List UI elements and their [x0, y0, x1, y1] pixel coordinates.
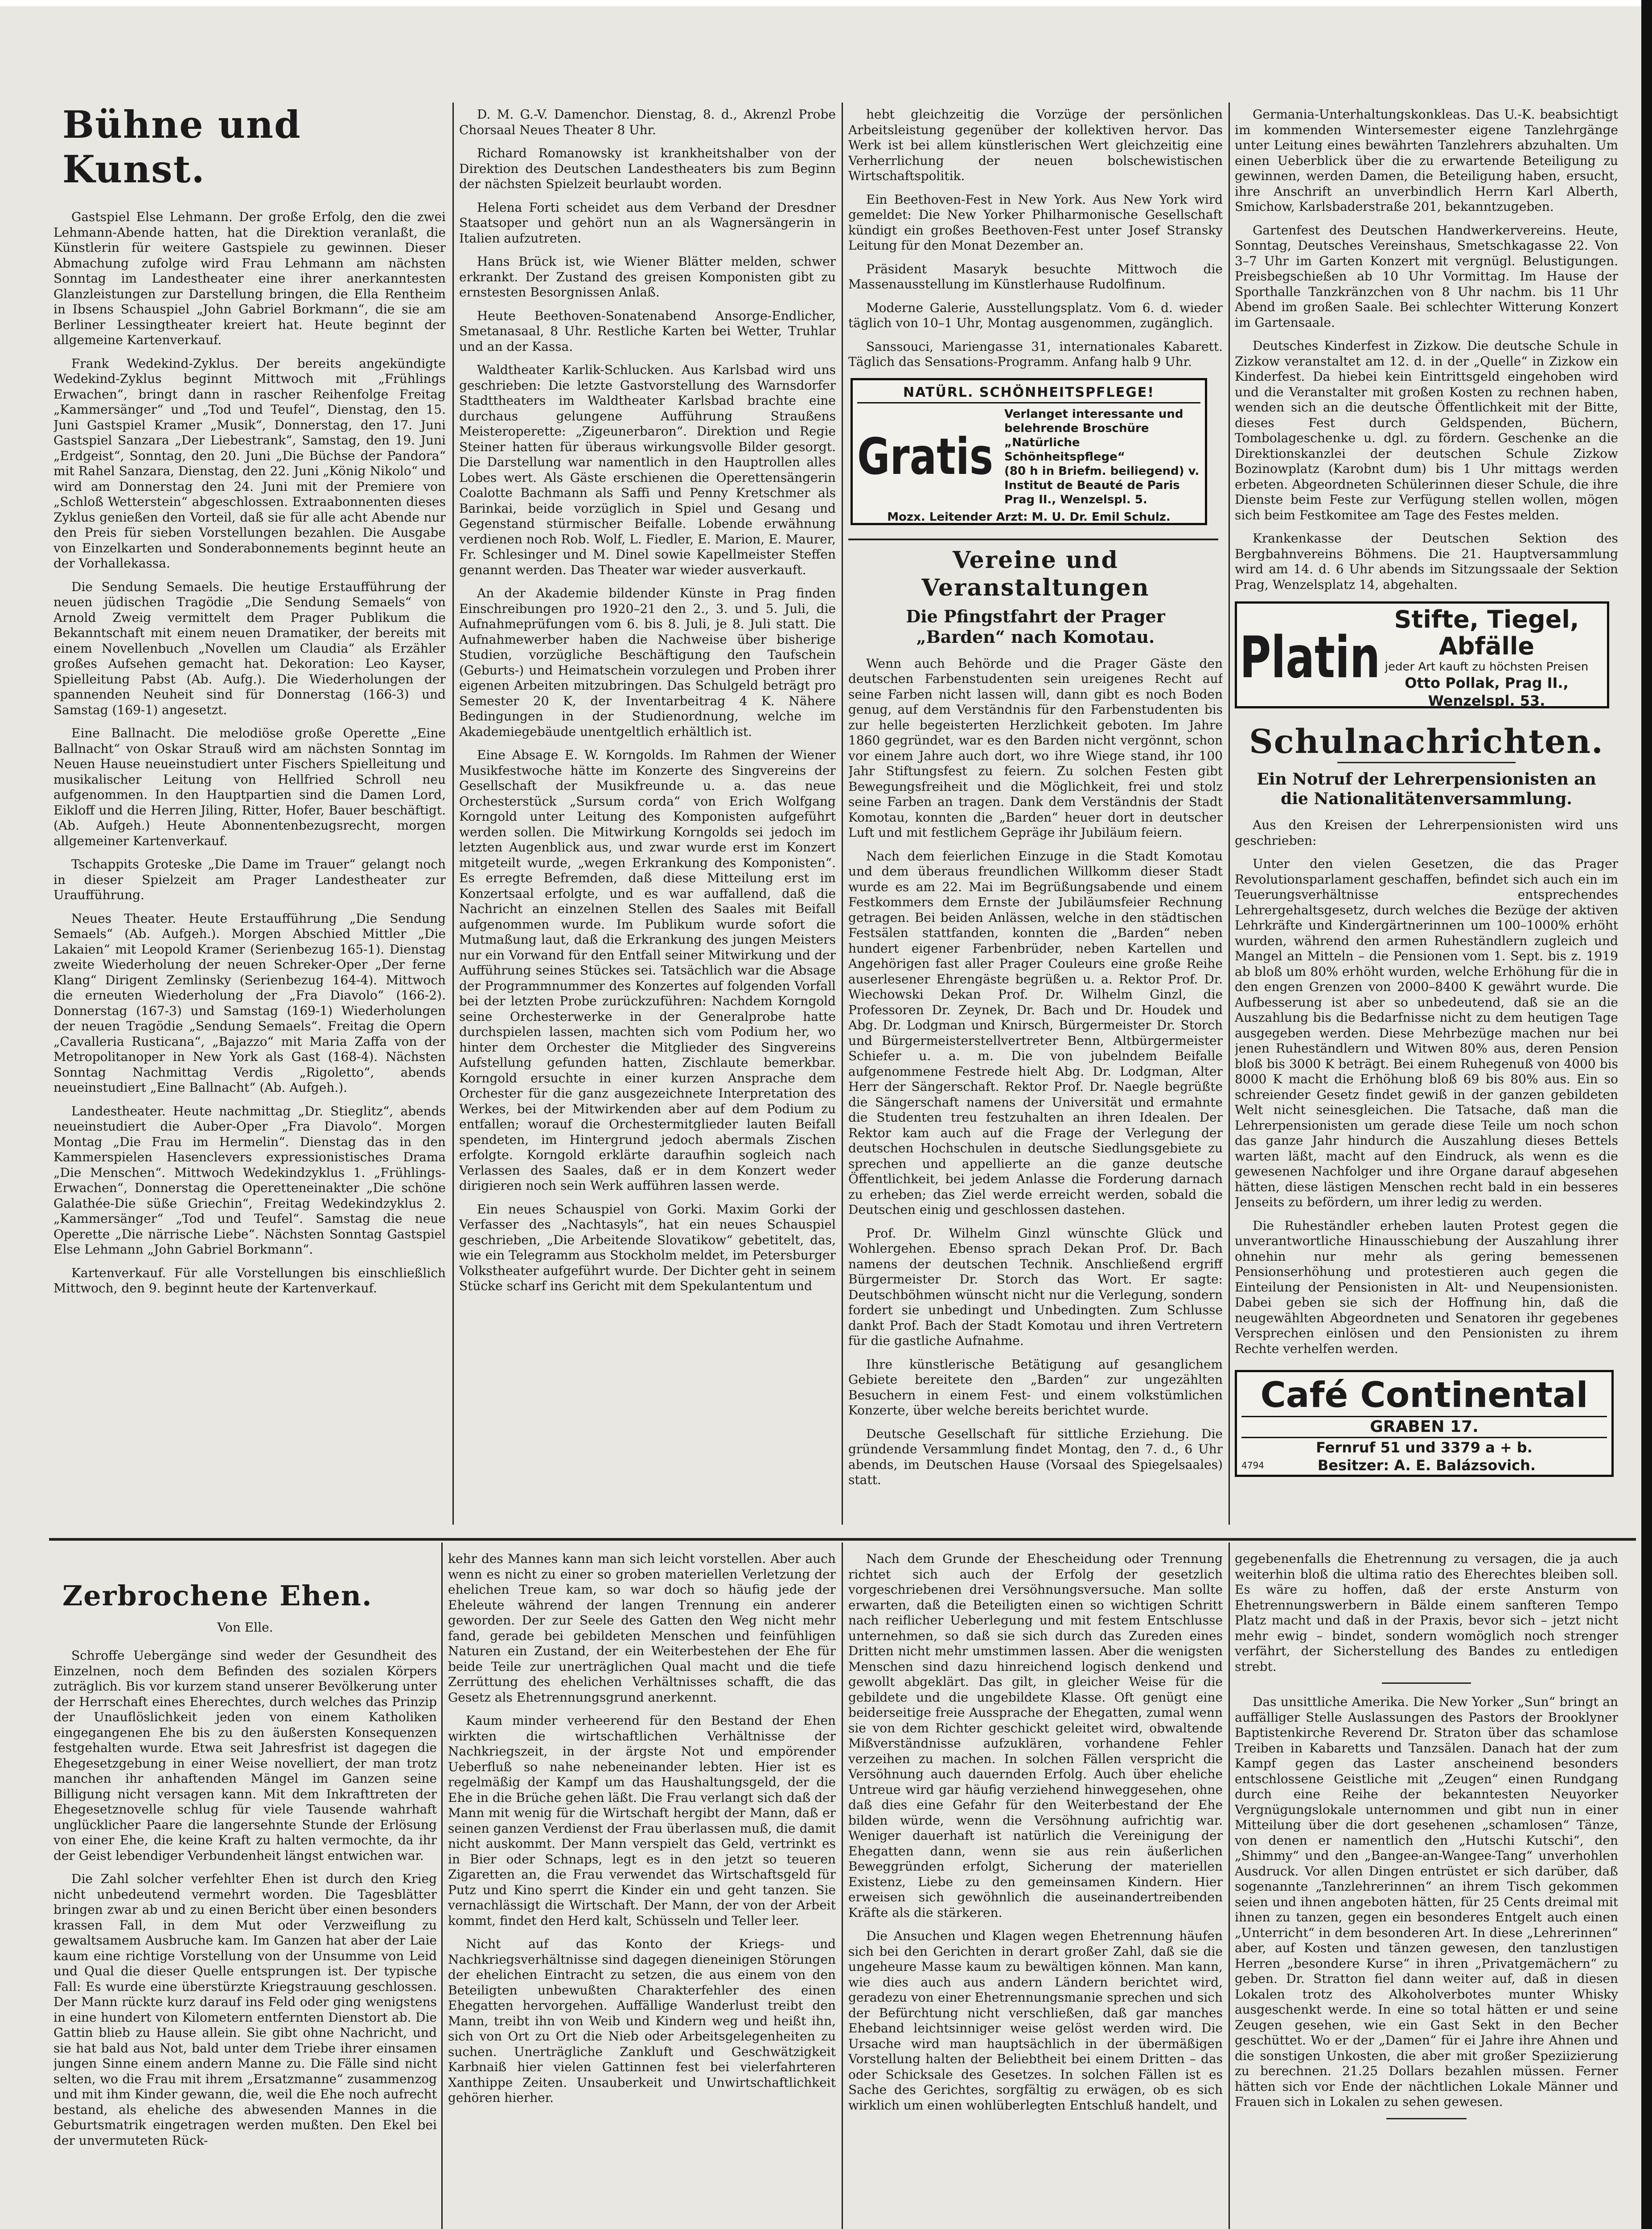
column-divider	[1229, 103, 1230, 1525]
article-paragraph: An der Akademie bildender Künste in Prag finden Einschreibungen pro 1920–21 den 2., 3. und 5. Juli, die Aufnahmeprüfungen vom 6. bis 8. Juli, je 8. Juli statt. Die Aufnahmewerber haben die Nachweise über bisherige Studien, vorzügliche Beschäftigung den Taufschein (Geburts-) und Heimatschein vorzulegen und Proben ihrer eigenen Arbeiten mitzubringen. Das Schulgeld beträgt pro Semester 20 K, der Inventarbeitrag 4 K. Nähere Bedingungen in der Studienordnung, welche im Akademiegebäude unentgeltlich erhältlich ist.	[459, 586, 836, 739]
article-paragraph: Aus den Kreisen der Lehrerpensionisten wird uns geschrieben:	[1235, 818, 1618, 848]
feuilleton-col-2	[448, 1551, 836, 2229]
article-paragraph: Wenn auch Behörde und die Prager Gäste den deutschen Farbenstudenten sein ureigenes Recht auf seine Farben nicht lassen will, dann gibt es noch Boden genug, auf dem Verständnis für den Farbenstudenten bis zur helle begeisterten Herzlichkeit geboten. Im Jahre 1860 gegründet, war es den Barden nicht vergönnt, schon vor einem Jahre auch dort, wo ihre Wiege stand, ihr 100 Jahr Stiftungsfest zu feiern. Zu solchen Festen gibt Bewegungsfreiheit und die Möglichkeit, frei und stolz seine Farben an tragen. Dank dem Verständnis der Stadt Komotau, konnten die „Barden“ heuer dort in deutscher Luft und mit festlichem Gepräge ihr Jubiläum feiern.	[848, 656, 1223, 840]
article-paragraph: D. M. G.-V. Damenchor. Dienstag, 8. d., Akrenzl Probe Chorsaal Neues Theater 8 Uhr.	[459, 107, 836, 137]
article-paragraph: Kartenverkauf. Für alle Vorstellungen bis einschließlich Mittwoch, den 9. beginnt heute der Kartenverkauf.	[53, 1265, 446, 1295]
section-divider	[848, 539, 1218, 540]
article-paragraph: Neues Theater. Heute Erstaufführung „Die Sendung Semaels“ (Ab. Aufgeh.). Morgen Abschied Mittler „Die Lakaien“ mit Leopold Kramer (Serienbezug 165-1). Dienstag zweite Wiederholung der neuen Schreker-Oper „Der ferne Klang“ Dirigent Zemlinsky (Serienbezug 164-4). Mittwoch die erneuten Wiederholung der „Fra Diavolo“ (166-2). Donnerstag (167-3) und Samstag (169-1) Wiederholungen der neuen Tragödie „Sendung Semaels“. Freitag die Opern „Cavalleria Rusticana“, „Bajazzo“ mit Maria Zaffa von der Metropolitanoper in New York als Gast (168-4). Nächsten Sonntag Nachmittag Verdis „Rigoletto“, abends neueinstudiert „Eine Ballnacht“ (Ab. Aufgeh.).	[53, 911, 446, 1095]
article-paragraph: Waldtheater Karlik-Schlucken. Aus Karlsbad wird uns geschrieben: Die letzte Gastvorstellung des Warnsdorfer Stadttheaters im Waldtheater Karlsbad brachte eine durchaus gelungene Aufführung Straußens Meisteroperette: „Zigeunerbaron“. Direktion und Regie Steiner hatten für überaus wirkungsvolle Bilder gesorgt. Die Darstellung war namentlich in den Hauptrollen alles Lobes wert. Als Gäste erschienen die Operettensängerin Coalotte Bachmann als Saffi und Penny Kretschmer als Barinkai, beide vorzüglich in Spiel und Gesang und Gegenstand stürmischer Beifalle. Lobende erwähnung verdienen noch Rob. Wolf, L. Fiedler, E. Marion, E. Maurer, Fr. Schlesinger und M. Dinel sowie Kapellmeister Steffen genannt werden. Das Theater war wieder ausverkauft.	[459, 362, 836, 577]
ad-gratis-schoenheitspflege	[851, 378, 1207, 525]
column-divider	[441, 1542, 443, 2229]
ad-cafe-phone: Fernruf 51 und 3379 a + b.	[1316, 1439, 1533, 1456]
article-paragraph: Die Ruheständler erheben lauten Protest gegen die unverantwortliche Hinausschiebung der Auszahlung ihrer ohnehin nur mehr als gering bemessenen Pensionserhöhung und protestieren auch gegen die Einteilung der Pensionisten in Alt- und Neupensionisten. Dabei geben sie sich der Hoffnung hin, daß die neugewählten Abgeordneten und Senatoren ihr gegebenes Versprechen einlösen und den Pensionisten zu ihrem Rechte verhelfen werden.	[1235, 1218, 1618, 1356]
ad-line: (80 h in Briefm. beiliegend) v.	[1004, 464, 1200, 478]
article-paragraph: Schroffe Uebergänge sind weder der Gesundheit des Einzelnen, noch dem Befinden des sozialen Körpers zuträglich. Bis vor kurzem stand unserer Bevölkerung unter der Herrschaft eines Eherechtes, durch welches das Prinzip der Unauflöslichkeit jeden von einem Katholiken eingegangenen Ehe bis zu den äußersten Konsequenzen festgehalten wurde. Etwa seit Jahresfrist ist dagegen die Ehegesetzgebung in einer Weise novelliert, der man trotz manchen ihr anhaftenden Mängel im Ganzen seine Billigung nicht versagen kann. Mit dem Inkrafttreten der Ehegesetznovelle schlug für viele Tausende wahrhaft unglücklicher Paare die langersehnte Stunde der Erlösung von einer Ehe, die keine Kraft zu halten vermochte, da ihr der Geist lebendiger Verbundenheit längst entwichen war.	[53, 1648, 437, 1863]
article-paragraph: Richard Romanowsky ist krankheitshalber von der Direktion des Deutschen Landestheaters bis zum Beginn der nächsten Spielzeit beurlaubt worden.	[459, 146, 836, 191]
ad-line: Stifte, Tiegel,	[1394, 605, 1579, 633]
article-headline: Die Pfingstfahrt der Prager „Barden“ nach Komotau.	[906, 606, 1165, 647]
article-paragraph: Moderne Galerie, Ausstellungsplatz. Vom 6. d. wieder täglich von 10–1 Uhr, Montag ausgenommen, zugänglich.	[848, 300, 1223, 330]
article-paragraph: Deutsches Kinderfest in Zizkow. Die deutsche Schule in Zizkow veranstaltet am 12. d. in der „Quelle“ in Zizkow ein Kinderfest. Da hiebei kein Eintrittsgeld eingehoben wird und die Veranstalter mit großen Kosten zu rechnen haben, wenden sich an die deutsche Öffentlichkeit mit der Bitte, dieses Fest durch Geldspenden, Büchern, Tombolageschenke u. dgl. zu fördern. Geschenke an die Direktionskanzlei der deutschen Schule Zizkow Bozinowplatz (Karobnt dum) bis 1 Uhr mittags werden erbeten. Abgeordneten Schülerinnen dieser Schule, die ihre Dienste beim Feste zur Verfügung stellen wollen, mögen sich beim Festkomitee am Tage des Festes melden.	[1235, 338, 1618, 522]
article-paragraph: Nach dem Grunde der Ehescheidung oder Trennung richtet sich auch der Erfolg der gesetzlich vorgeschriebenen drei Versöhnungsversuche. Man sollte erwarten, daß die Beteiligten einen so wichtigen Schritt nach reiflicher Ueberlegung und mit festem Entschlusse unternehmen, so daß sie sich durch das Zureden eines Dritten nicht mehr umstimmen lassen. Aber die wenigsten Menschen sind dazu hinreichend logisch denkend und gewollt abgeklärt. Das gilt, in gleicher Weise für die gebildete und die ungebildete Klasse. Oft genügt eine beiderseitige freie Aussprache der Ehegatten, zumal wenn sie von dem Richter geschickt geleitet wird, obwaltende Mißverständnisse aufzuklären, vorhandene Fehler verzeihen zu machen. In solchen Fällen verspricht die Versöhnung auch dauernden Erfolg. Auch über eheliche Untreue wird gar häufig verziehend hinweggesehen, ohne daß dies eine Gefahr für den Weiterbestand der Ehe bilden würde, wenn die Versöhnung aufrichtig war. Weniger dauerhaft ist natürlich die Vereinigung der Ehegatten dann, wenn sie aus rein äußerlichen Beweggründen erfolgt, Sicherung der materiellen Existenz, Liebe zu den gemeinsamen Kindern. Hier erweisen sich gewöhnlich die auseinandertreibenden Kräfte als die stärkeren.	[848, 1551, 1223, 1920]
scan-right-edge	[1641, 0, 1652, 2229]
ad-platin	[1235, 601, 1609, 708]
article-headline: Ein Notruf der Lehrerpensionisten an die Nationalitätenversammlung.	[1257, 770, 1596, 808]
ad-line: Abfälle	[1438, 632, 1535, 660]
article-paragraph: Die Ansuchen und Klagen wegen Ehetrennung häufen sich bei den Gerichten in derart großer Zahl, daß sie die ungeheure Masse kaum zu bewältigen können. Man kann, wie dies auch aus andern Ländern berichtet wird, geradezu von einer Ehetrennungsmanie sprechen und sich der Befürchtung nicht verschließen, daß gar manches Eheband leichtsinniger weise gelöst werden wird. Die Ursache wird man hauptsächlich in der übermäßigen Vorstellung halten der Beliebtheit bei einem Dritten – das oder Schicksale des Gesetzes. In solchen Fällen ist es Sache des Gerichtes, sorgfältig zu erwägen, ob es sich wirklich um einen wohlüberlegten Entschluß handelt, und	[848, 1929, 1223, 2113]
article-paragraph: Unter den vielen Gesetzen, die das Prager Revolutionsparlament geschaffen, befindet sich auch ein im Teuerungsverhältnisse entsprechendes Lehrergehaltsgesetz, durch welches die Bezüge der aktiven Lehrkräfte und Kindergärtnerinnen um 100–1000% erhöht wurden, während den armen Ruheständlern zugleich und Mangel an Mitteln – die Pensionen vom 1. Sept. bis z. 1919 ab bloß um 80% erhöht wurden, welche Erhöhung für die in den engen Grenzen von 2000–8400 K gewährt wurde. Die Aufbesserung ist aber so unbedeutend, daß sie an die Auszahlung bis die Bedarfnisse nicht zu dem heutigen Tage ausgegeben werden. Diese Mehrbezüge machen nur bei jenen Ruheständlern und Witwen 80% aus, deren Pension bloß bis 3000 K beträgt. Bei einem Ruhegenuß von 4000 bis 8000 K macht die Erhöhung bloß 69 bis 80% aus. Ein so schreiender Gesetz findet gewiß in der ganzen gebildeten Welt nicht seinesgleichen. Die Tatsache, daß man die Lehrerpensionisten um gerade diese Teile um noch schon das ganze Jahr hindurch die Auszahlung dieses Bettels warten läßt, macht auf den Eindruck, als wenn es die gewesenen Nachfolger und ihre Organe darauf abgesehen hätten, diese lästigen Menschen recht bald in ein besseres Jenseits zu befördern, um ihrer ledig zu werden.	[1235, 856, 1618, 1209]
article-paragraph: Die Sendung Semaels. Die heutige Erstaufführung der neuen jüdischen Tragödie „Die Sendung Semaels“ von Arnold Zweig vermittelt dem Prager Publikum die Bekanntschaft mit einem neuen Dramatiker, der bereits mit einem Novellenbuch „Novellen um Claudia“ als Erzähler großes Aufsehen gemacht hat. Dekoration: Leo Kayser, Spielleitung Pabst (Ab. Aufg.). Die Wiederholungen der spannenden Neuheit sind für Donnerstag (166-3) und Samstag (169-1) angesetzt.	[53, 579, 446, 717]
feuilleton-title: Zerbrochene Ehen.	[62, 1579, 373, 1612]
article-paragraph: Heute Beethoven-Sonatenabend Ansorge-Endlicher, Smetanasaal, 8 Uhr. Restliche Karten bei Wetter, Truhlar und an der Kassa.	[459, 308, 836, 354]
section-title-buehne: Bühne und Kunst.	[62, 103, 301, 191]
section-separator	[49, 1538, 1636, 1541]
article-paragraph: Frank Wedekind-Zyklus. Der bereits angekündigte Wedekind-Zyklus beginnt Mittwoch mit „Frühlings Erwachen“, bringt dann in rascher Reihenfolge Freitag „Kammersänger“ und „Tod und Teufel“, Dienstag, den 15. Juni Gastspiel Kramer „Musik“, Donnerstag, den 17. Juni Gastspiel Sanzara „Der Liebestrank“, Samstag, den 19. Juni „Erdgeist“, Sonntag, den 20. Juni „Die Büchse der Pandora“ mit Rahel Sanzara, Dienstag, den 22. Juni „König Nikolo“ und wird am Donnerstag den 24. Juni mit der Premiere von „Schloß Wetterstein“ abgeschlossen. Extraabonnenten dieses Zyklus genießen den Vorteil, daß sie für alle acht Abende nur den Preis für sieben Vorstellungen bezahlen. Die Ausgabe von Einzelkarten und Sonderabonnements beginnt heute an der Vorhallekassa.	[53, 356, 446, 571]
article-paragraph: Krankenkasse der Deutschen Sektion des Bergbahnvereins Böhmens. Die 21. Hauptversammlung wird am 14. d. 6 Uhr abends im Sitzungssaale der Sektion Prag, Wenzelsplatz 14, abgehalten.	[1235, 531, 1618, 592]
article-paragraph: Das unsittliche Amerika. Die New Yorker „Sun“ bringt an auffälliger Stelle Auslassungen des Pastors der Brooklyner Baptistenkirche Reverend Dr. Straton über das schamlose Treiben in Kabaretts und Tanzsälen. Danach hat der zum Kampf gegen das Laster anscheinend besonders entschlossene Geistliche mit „Zeugen“ einen Rundgang durch eine Reihe der bekanntesten Neuyorker Vergnügungslokale unternommen und gibt nun in einer Mitteilung über die dort gesehenen „schamlosen“ Tänze, von denen er namentlich den „Hutschi Kutschi“, den „Shimmy“ und den „Bangee-an-Wangee-Tang“ unverhohlen Ausdruck. Vor allen Dingen entrüstet er sich darüber, daß sogenannte „Tanzlehrerinnen“ an ihrem Tisch gekommen seien und ihnen angeboten hätten, für 25 Cents dreimal mit ihnen zu tanzen, gegen ein besonderes Entgelt auch einen „Unterricht“ in dem besonderen Art. In diese „Lehrerinnen“ aber, auf Kosten und tänzen gewesen, den tanzlustigen Herren „besondere Kurse“ in ihren „Privatgemächern“ zu geben. Dr. Stratton fiel dann weiter auf, daß in diesen Lokalen trotz des Alkoholverbotes munter Whisky ausgeschenkt werde. In eine so total hätten er und seine Zeugen gesehen, wie ein Gast Sekt in den Becher geschüttet. Wo er der „Damen“ für ei Jahre ihre Ahnen und die sonstigen Unkosten, die aber mit großer Speziizierung zu berechnen. 21.25 Dollars bezahlen müssen. Ferner hätten sich vor Ende der nächtlichen Lokale Männer und Frauen sich in Lokalen zu sehen gewesen.	[1235, 1694, 1618, 2109]
ad-cafe-owner: Besitzer: A. E. Balázsovich.	[1317, 1457, 1536, 1474]
buehne-articles	[53, 210, 446, 1296]
article-paragraph: Landestheater. Heute nachmittag „Dr. Stieglitz“, abends neueinstudiert die Auber-Oper „Fra Diavolo“. Morgen Montag „Die Frau im Hermelin“. Dienstag das in den Kammerspielen Hasenclevers expressionistisches Drama „Die Menschen“. Mittwoch Wedekindzyklus 1. „Frühlings-Erwachen“, Donnerstag die Operetteneinakter „Die schöne Galathée-Die süße Griechin“, Freitag Wedekindzyklus 2. „Kammersänger“ „Tod und Teufel“. Samstag die neue Operette „Die närrische Liebe“. Nächsten Sonntag Gastspiel Else Lehmann „John Gabriel Borkmann“.	[53, 1103, 446, 1257]
ad-line: Institut de Beauté de Paris Prag II., Wenzelspl. 5.	[1004, 478, 1180, 506]
ad-platin-word: Platin	[1240, 625, 1381, 691]
feuilleton-col-3	[848, 1551, 1223, 2229]
column-divider	[842, 103, 843, 1525]
scan-top-edge	[0, 0, 1652, 6]
article-divider	[1382, 1682, 1471, 1684]
section-title-vereine: Vereine und Veranstaltungen	[921, 546, 1150, 601]
article-paragraph: Kaum minder verheerend für den Bestand der Ehen wirkten die wirtschaftlichen Verhältnisse der Nachkriegszeit, in der ärgste Not und empörender Ueberfluß so nahe nebeneinander lebten. Hier ist es regelmäßig der Kampf um das Haushaltungsgeld, der die Ehe in die Brüche gehen läßt. Die Frau verlangt sich daß der Mann mit wenig für die Wirtschaft hergibt der Mann, daß er seinen ganzen Verdienst der Frau überlassen muß, die damit nicht auskommt. Der Mann verspielt das Geld, vertrinkt es in Bier oder Schnaps, legt es in den jetzt so teueren Zigaretten an, die Frau verwendet das Wirtschaftsgeld für Putz und Kino sperrt die Kinder ein und geht tanzen. Sie vernachlässigt die Wirtschaft. Der Mann, der von der Arbeit kommt, findet den Herd kalt, Schüsseln und Teller leer.	[448, 1713, 836, 1928]
ad-footer: Mozx. Leitender Arzt: M. U. Dr. Emil Schulz.	[887, 510, 1171, 524]
article-paragraph: Eine Absage E. W. Korngolds. Im Rahmen der Wiener Musikfestwoche hätte im Konzerte des Singvereins der Gesellschaft der Musikfreunde u. a. das neue Orchesterstück „Sursum corda“ von Erich Wolfgang Korngold unter Leitung des Komponisten aufgeführt werden sollen. Die Mitwirkung Korngolds sei jedoch im letzten Augenblick aus, und zwar wurde erst im Konzert mitgeteilt wurde, „wegen Erkrankung des Komponisten“. Es erregte Befremden, daß diese Mitteilung erst im Konzertsaal erfolgte, und es war auffallend, daß die Nachricht an einzelnen Stellen des Saales mit Beifall aufgenommen wurde. Im Publikum wurde sofort die Mutmaßung laut, daß die Erkrankung des jungen Meisters nur ein Vorwand für den Entfall seiner Mitwirkung und der Aufführung seines Stückes sei. Tatsächlich war die Absage der Programmnummer des Konzertes auf folgenden Vorfall bei der letzten Probe zurückzuführen: Nachdem Korngold seine Orchesterwerke in der Generalprobe hatte durchspielen lassen, machten sich vom Podium her, wo hinter dem Orchester die Mitglieder des Singvereins Aufstellung gefunden hatten, Zischlaute bemerkbar. Korngold ersuchte in einer kurzen Ansprache dem Orchester für die ganz ausgezeichnete Interpretation des Werkes, bei der Mitwirkenden aber auf dem Podium zu entfallen; worauf die Orchestermitglieder lauten Beifall spendeten, im Hintergrund jedoch abermals Zischen erfolgte. Korngold erklärte daraufhin sogleich nach Verlassen des Saales, daß er in dem Konzert weder dirigieren noch sein Werk aufführen lassen werde.	[459, 748, 836, 1193]
article-paragraph: Präsident Masaryk besuchte Mittwoch die Massenausstellung im Künstlerhause Rudolfinum.	[848, 261, 1223, 292]
article-paragraph: Nicht auf das Konto der Kriegs- und Nachkriegsverhältnisse sind dagegen dieneinigen Störungen der ehelichen Eintracht zu setzen, die aus einem von den Beteiligten unbewußten Charakterfehler des einen Ehegatten hervorgehen. Auffällige Wanderlust treibt den Mann, treibt ihn von Weib und Kindern weg und heißt ihn, sich von Ort zu Ort die Nieb oder Arbeitsgelegenheiten zu suchen. Unerträgliche Zankluft und Geschwätzigkeit Karbnaiß hier vielen Gattinnen fest bei vielerfahrteren Xanthippe Zeiten. Unsauberkeit und Unwirtschaftlichkeit gehören hierher.	[448, 1937, 836, 2105]
article-paragraph: Gartenfest des Deutschen Handwerkervereins. Heute, Sonntag, Deutsches Vereinshaus, Smetschkagasse 22. Von 3–7 Uhr im Garten Konzert mit vergnügl. Belustigungen. Preisbegschießen ab 10 Uhr Vormittag. Im Hause der Sporthalle Tanzkränzchen von 8 Uhr nachm. bis 11 Uhr Abend im großen Saale. Bei schlechter Witterung Konzert im Gartensaale.	[1235, 222, 1618, 330]
article-paragraph: Hans Brück ist, wie Wiener Blätter melden, schwer erkrankt. Der Zustand des greisen Komponisten gibt zu ernstesten Besorgnissen Anlaß.	[459, 254, 836, 300]
article-end-divider	[1386, 2118, 1467, 2119]
article-paragraph: Prof. Dr. Wilhelm Ginzl wünschte Glück und Wohlergehen. Ebenso sprach Dekan Prof. Dr. Bach namens der deutschen Technik. Anschließend ergriff Bürgermeister Dr. Storch das Wort. Er sagte: Deutschböhmen wünscht nicht nur die Verlegung, sondern fordert sie unbedingt und Unbedingten. Zum Schlusse dankt Prof. Bach der Stadt Komotau und ihren Vertretern für die gastliche Aufnahme.	[848, 1226, 1223, 1348]
article-paragraph: Sanssouci, Mariengasse 31, internationales Kabarett. Täglich das Sensations-Programm. Anfang halb 9 Uhr.	[848, 339, 1223, 369]
ad-cafe-continental	[1235, 1370, 1614, 1477]
article-paragraph: hebt gleichzeitig die Vorzüge der persönlichen Arbeitsleistung gegenüber der kollektiven hervor. Das Werk ist bei allem künstlerischen Wert gleichzeitig eine Verherrlichung der neuen bolschewistischen Wirtschaftspolitik.	[848, 107, 1223, 183]
article-paragraph: Ein neues Schauspiel von Gorki. Maxim Gorki der Verfasser des „Nachtasyls“, hat ein neues Schauspiel geschrieben, „Die Arbeitende Slovatikow“ gebetitelt, das, wie ein Telegramm aus Stockholm meldet, im Petersburger Volkstheater aufgeführt wurde. Der Dichter geht in seinem Stücke scharf ins Gericht mit dem Spekulantentum und	[459, 1201, 836, 1293]
article-paragraph: Die Zahl solcher verfehlter Ehen ist durch den Krieg nicht unbedeutend vermehrt worden. Die Tagesblätter bringen zwar ab und zu einen Bericht über einen besonders krassen Fall, in dem Mut oder Verzweiflung zu gewaltsamem Ausbruche kam. Im Ganzen hat aber der Laie kaum eine richtige Vorstellung von der Unsumme von Leid und Qual die dieser Quelle entsprungen ist. Der typische Fall: Es wurde eine überstürzte Kriegstrauung geschlossen. Der Mann rückte kurz darauf ins Feld oder ging wenigstens in eine hundert von Kilometern entfernten Dienstort ab. Die Gattin blieb zu Hause allein. Sie gibt ohne Nachricht, und sie hat bald aus Not, bald unter dem Triebe ihrer einsamen jungen Sinne einem andern Manne zu. Die Fälle sind nicht selten, wo die Frau mit ihrem „Ersatzmanne“ zusammenzog und mit ihm Kinder gewann, die, weil die Ehe noch aufrecht bestand, als eheliche des abwesenden Mannes in die Geburtsmatrik eingetragen werden mußten. Den Ekel bei der unvermuteten Rück-	[53, 1871, 437, 2148]
column-divider	[1229, 1542, 1230, 2229]
feuilleton-col-4	[1235, 1551, 1618, 2229]
article-paragraph: Gastspiel Else Lehmann. Der große Erfolg, den die zwei Lehmann-Abende hatten, hat die Direktion veranlaßt, die Künstlerin für weitere Gastspiele zu gewinnen. Dieser Abmachung zufolge wird Frau Lehmann am nächsten Sonntag im Landestheater eine ihrer anerkanntesten Glanzleistungen zur Darstellung bringen, die Ella Rentheim in Ibsens Schauspiel „John Gabriel Borkmann“, die sie am Berliner Lessingtheater kreiert hat. Heute beginnt der allgemeine Kartenverkauf.	[53, 210, 446, 347]
article-paragraph: kehr des Mannes kann man sich leicht vorstellen. Aber auch wenn es nicht zu einer so groben materiellen Verletzung der ehelichen Treue kam, so war doch so häufig jede der Eheleute während der langen Trennung ein anderer geworden. Der zur Seele des Gatten den Weg nicht mehr fand, gerade bei gebildeten Menschen und feinfühligen Naturen ein Zustand, der ein Weiterbestehen der Ehe für beide Teile zur unerträglichen Qual macht und die tiefe Zerrüttung des ehelichen Verhältnisses schafft, die das Gesetz als Ehetrennungsgrund anerkennt.	[448, 1551, 836, 1705]
column-divider	[842, 1542, 843, 2229]
article-paragraph: gegebenenfalls die Ehetrennung zu versagen, die ja auch weiterhin bloß die ultima ratio des Eherechtes bleiben soll. Es wäre zu hoffen, daß der erste Ansturm von Ehetrennungswerbern in Bälde einem sanfteren Tempo Platz macht und daß in der Praxis, bevor sich – jetzt nicht mehr ewig – bindet, sondern womöglich noch strenger verfährt, der Sicherstellung des Bandes zu entledigen strebt.	[1235, 1551, 1618, 1674]
ad-line: Otto Pollak, Prag II., Wenzelspl. 53.	[1405, 674, 1569, 709]
article-paragraph: Helena Forti scheidet aus dem Verband der Dresdner Staatsoper und gehört nun an als Wagnersängerin in Italien aufzutreten.	[459, 200, 836, 246]
ad-line: Verlanget interessante und belehrende Broschüre „Natürliche Schönheitspflege“	[1004, 407, 1184, 464]
column-2-news	[459, 107, 836, 1516]
ad-headline: NATÜRL. SCHÖNHEITSPFLEGE!	[857, 385, 1200, 403]
article-paragraph: Tschappits Groteske „Die Dame im Trauer“ gelangt noch in dieser Spielzeit am Prager Landestheater zur Uraufführung.	[53, 857, 446, 902]
article-paragraph: Eine Ballnacht. Die melodiöse große Operette „Eine Ballnacht“ von Oskar Strauß wird am nächsten Sonntag im Neuen Hause neueinstudiert unter Fischers Spielleitung und musikalischer Leitung von Hellfried Schroll neu aufgenommen. In den Hauptpartien sind die Damen Lord, Eikloff und die Herren Jiling, Ritter, Hofer, Bauer beschäftigt. (Ab. Aufgeh.) Heute Abonnentenbezugsrecht, morgen allgemeiner Kartenverkauf.	[53, 726, 446, 848]
ad-cafe-title: Café Continental	[1260, 1375, 1588, 1415]
column-3-news	[848, 107, 1223, 1516]
column-divider	[452, 103, 454, 1525]
article-paragraph: Nach dem feierlichen Einzuge in die Stadt Komotau und dem überaus freundlichen Willkomm dieser Stadt wurde es am 22. Mai im Begrüßungsabende und einem Festkommers dem Ernste der Jubiläumsfeier Rechnung getragen. Bei beiden Anlässen, welche in den städtischen Festsälen stattfanden, konnten die „Barden“ neben hundert eigener Farbenbrüder, neben Kartellen und Angehörigen fast aller Prager Couleurs eine große Reihe auserlesener Ehrengäste begrüßen u. a. Rektor Prof. Dr. Wiechowski Dekan Prof. Dr. Wilhelm Ginzl, die Professoren Dr. Zeynek, Dr. Bach und Dr. Houdek und Abg. Dr. Lodgman und Knirsch, Bürgermeister Dr. Storch und Bürgermeisterstellvertreter Benn, Altbürgermeister Schiefer u. a. m. Die von jubelndem Beifalle aufgenommene Festrede hielt Abg. Dr. Lodgman, Alter Herr der Sängerschaft. Rektor Prof. Dr. Naegle begrüßte die Sängerschaft namens der Universität und ermahnte die Studenten treu festzuhalten an ihren Idealen. Der Rektor kam auch auf die Frage der Verlegung der deutschen Hochschulen in deutsche Siedlungsgebiete zu sprechen und appellierte an die ganze deutsche Öffentlichkeit, bei jedem Anlasse die Forderung darnach zu erheben; das Ziel werde erreicht werden, sobald die Deutschen einig und geschlossen dastehen.	[848, 848, 1223, 1217]
column-buehne	[53, 103, 446, 1511]
feuilleton-col-1	[53, 1547, 437, 2229]
column-4-news	[1235, 107, 1618, 1516]
feuilleton-author: Von Elle.	[217, 1620, 273, 1635]
ad-cafe-address: GRABEN 17.	[1241, 1416, 1607, 1438]
title-underline	[1337, 762, 1516, 763]
article-paragraph: Ein Beethoven-Fest in New York. Aus New York wird gemeldet: Die New Yorker Philharmonische Gesellschaft kündigt ein großes Beethoven-Fest unter Josef Stransky Leitung für den Monat Dezember an.	[848, 192, 1223, 253]
section-title-schul: Schulnachrichten.	[1249, 723, 1604, 761]
ad-line: jeder Art kauft zu höchsten Preisen	[1385, 660, 1589, 674]
article-paragraph: Germania-Unterhaltungskonkleas. Das U.-K. beabsichtigt im kommenden Wintersemester eigene Tanzlehrgänge unter Leitung eines bewährten Tanzlehrers abzuhalten. Um einen Ueberblick über die zu erwartende Beteiligung zu gewinnen, werden Damen, die Beteiligung haben, ersucht, ihre Anschrift an unverbindlich Herrn Karl Alberth, Smichow, Karlsbaderstraße 201, bekanntzugeben.	[1235, 107, 1618, 214]
article-paragraph: Deutsche Gesellschaft für sittliche Erziehung. Die gründende Versammlung findet Montag, den 7. d., 6 Uhr abends, im Deutschen Hause (Vorsaal des Spiegelsaales) statt.	[848, 1426, 1223, 1487]
ad-cafe-number: 4794	[1241, 1460, 1264, 1471]
article-paragraph: Ihre künstlerische Betätigung auf gesanglichem Gebiete bereitete den „Barden“ zur ungezählten Besuchern in einem Fest- und einem volkstümlichen Konzerte, über welche bereits berichtet wurde.	[848, 1357, 1223, 1418]
ad-gratis-word: Gratis	[857, 428, 994, 486]
